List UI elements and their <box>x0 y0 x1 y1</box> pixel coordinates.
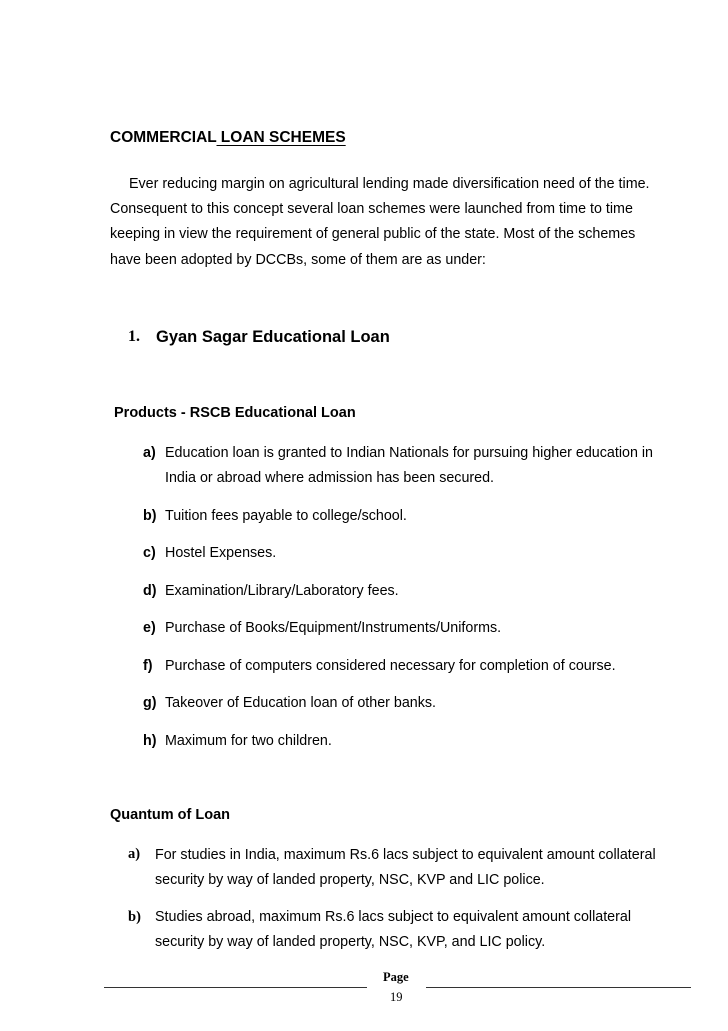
page-title <box>110 129 346 147</box>
list-item-text: Purchase of computers considered necessary for completion of course. <box>165 658 616 674</box>
list-item-text: Tuition fees payable to college/school. <box>165 508 407 524</box>
list-item-text: Education loan is granted to Indian Nationals for pursuing higher education in India or abroad where admission has been secured. <box>165 445 654 486</box>
page-title-part1: COMMERCIAL <box>110 129 217 146</box>
list-item-text: For studies in India, maximum Rs.6 lacs subject to equivalent amount collateral security by way of landed property, NSC, KVP and LIC police. <box>155 847 656 888</box>
intro-line: have been adopted by DCCBs, some of them are as under: <box>110 251 486 268</box>
page-number: 19 <box>390 990 403 1004</box>
list-item-label: a) <box>128 846 141 862</box>
products-heading: Products - RSCB Educational Loan <box>114 405 356 421</box>
page-label: Page <box>383 970 409 984</box>
list-item-label: b) <box>143 508 157 524</box>
list-item-label: f) <box>143 658 153 674</box>
quantum-heading: Quantum of Loan <box>110 807 231 823</box>
footer-rule-right <box>426 987 691 988</box>
page-title-part2: LOAN SCHEMES <box>216 129 346 146</box>
list-item-label: h) <box>143 733 157 749</box>
list-item-text: Takeover of Education loan of other banks. <box>165 695 437 711</box>
section-title: Gyan Sagar Educational Loan <box>156 328 390 346</box>
intro-paragraph <box>110 172 680 273</box>
intro-line: Consequent to this concept several loan schemes were launched from time to time <box>110 201 633 218</box>
section-number: 1. <box>128 328 140 345</box>
list-item-text: Examination/Library/Laboratory fees. <box>165 583 399 599</box>
list-item-label: c) <box>143 545 156 561</box>
list-item-label: e) <box>143 620 156 636</box>
list-item-label: a) <box>143 445 156 461</box>
list-item-text: Studies abroad, maximum Rs.6 lacs subject to equivalent amount collateral security by way of landed property, NSC, KVP, and LIC policy. <box>155 909 632 950</box>
intro-line: keeping in view the requirement of general public of the state. Most of the schemes <box>110 226 636 243</box>
list-item-text: Maximum for two children. <box>165 733 332 749</box>
list-item-text: Hostel Expenses. <box>165 545 277 561</box>
list-item-label: d) <box>143 583 157 599</box>
intro-line: Ever reducing margin on agricultural lending made diversification need of the time. <box>129 176 650 192</box>
list-item-label: g) <box>143 695 157 711</box>
list-item-label: b) <box>128 909 141 925</box>
list-item-text: Purchase of Books/Equipment/Instruments/Uniforms. <box>165 620 502 636</box>
footer-rule-left <box>104 987 367 988</box>
